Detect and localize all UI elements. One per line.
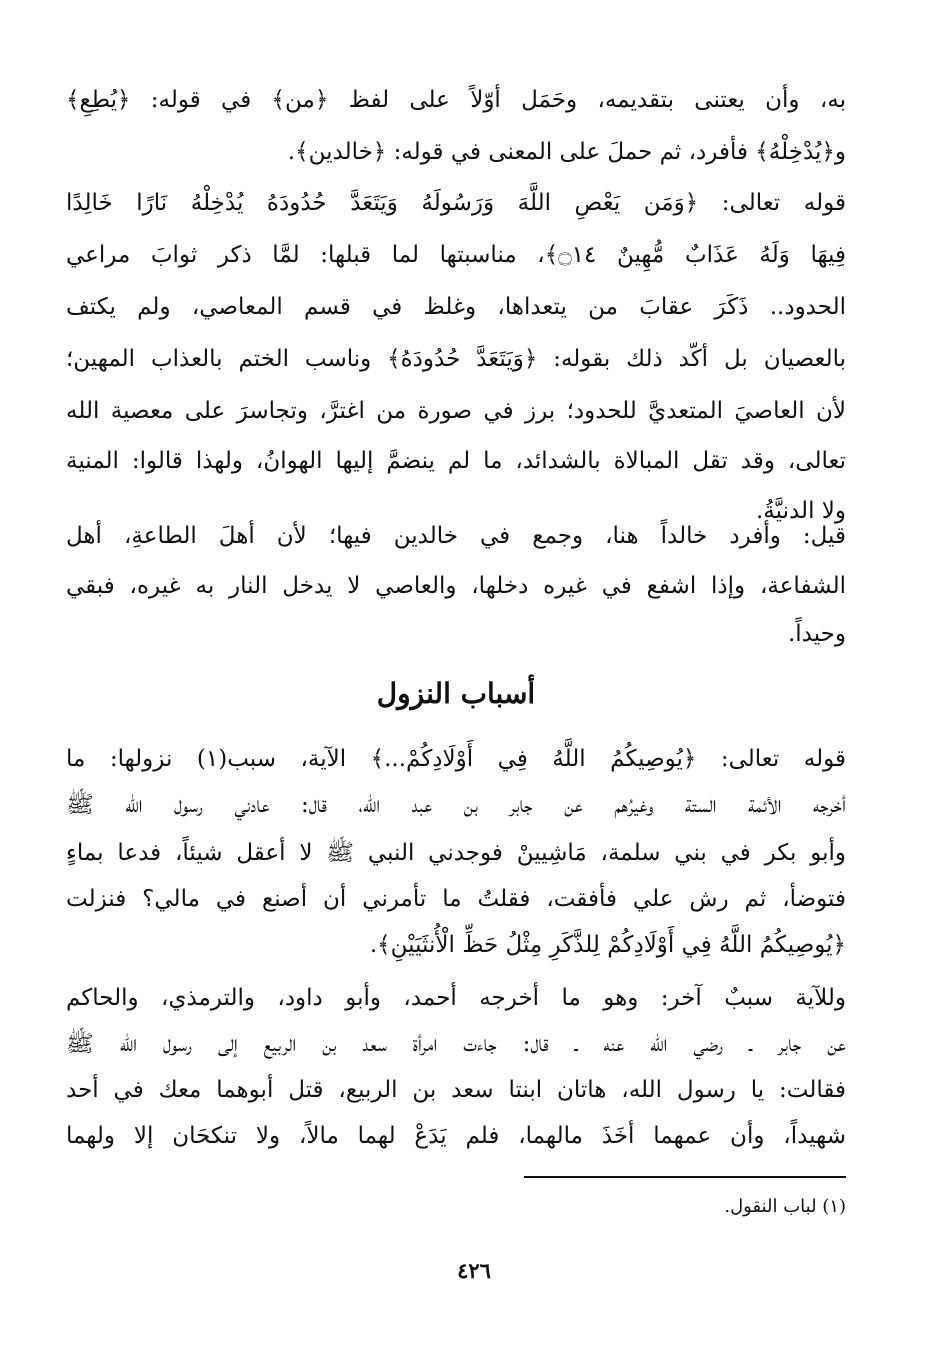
text-line: قوله تعالى: ﴿وَمَن يَعْصِ اللَّهَ وَرَسُولَهُ وَيَتَعَدَّ حُدُودَهُ يُدْخِلْهُ نَارًا خَالِدًا [66, 190, 846, 216]
text-line: بالعصيان بل أكّد ذلك بقوله: ﴿وَيَتَعَدَّ حُدُودَهُ﴾ وناسب الختم بالعذاب المهين؛ [66, 346, 846, 372]
text-line: وأبو بكر في بني سلمة، مَاشِيينْ فوجدني النبي ﷺ لا أعقل شيئاً، فدعا بماءٍ [66, 840, 846, 866]
paragraph-4 [66, 731, 846, 961]
text-line: وحيداً. [787, 621, 846, 647]
page-number: ٤٢٦ [457, 1258, 491, 1283]
text-line: عن جابر ـ رضي الله عنه ـ قال: جاءت امرأة سعد بن الربيع إلى رسول الله ﷺ [66, 1031, 846, 1057]
text-line: فقالت: يا رسول الله، هاتان ابنتا سعد بن الربيع، قتل أبوهما معك في أحد [66, 1077, 846, 1103]
text-line: فتوضأ، ثم رش علي فأفقت، فقلتُ ما تأمرني أن أصنع في مالي؟ فنزلت [66, 886, 846, 912]
text-line: لأن العاصيَ المتعديَّ للحدود؛ برز في صورة من اغترَّ، وتجاسرَ على معصية الله [66, 398, 846, 424]
text-line: وللآية سببٌ آخر: وهو ما أخرجه أحمد، وأبو داود، والترمذي، والحاكم [66, 985, 846, 1011]
text-line: تعالى، وقد تقل المبالاة بالشدائد، ما لم ينضمَّ إليها الهوانُ، ولهذا قالوا: المنية [66, 448, 846, 474]
paragraph-2 [66, 175, 846, 524]
text-line: ﴿يُوصِيكُمُ اللَّهُ فِي أَوْلَادِكُمْ لِلذَّكَرِ مِثْلُ حَظِّ الْأُنثَيَيْنِ﴾. [369, 932, 846, 958]
text-line: الحدود.. ذَكَرَ عقابَ من يتعداها، وغلظ في قسم المعاصي، ولم يكتف [66, 294, 846, 320]
footnote-divider [524, 1176, 846, 1178]
text-line: شهيداً، وأن عمهما أخَذَ مالهما، فلم يَدَعْ لهما مالاً، ولا تنكحَان إلا ولهما [66, 1123, 846, 1149]
text-line: أخرجه الأئمة الستة وغيرُهم عن جابر بن عبد الله، قال: عادني رسول الله ﷺ [66, 792, 846, 818]
text-line: و﴿يُدْخِلْهُ﴾ فأفرد، ثم حملَ على المعنى في قوله: ﴿خالدين﴾. [287, 139, 846, 165]
paragraph-5 [66, 970, 846, 1160]
text-line: قوله تعالى: ﴿يُوصِيكُمُ اللَّهُ فِي أَوْلَادِكُمْ...﴾ الآية، سبب(١) نزولها: ما [66, 746, 846, 772]
paragraph-1 [66, 72, 846, 184]
text-line: قيل: وأفرد خالداً هنا، وجمع في خالدين فيها؛ لأن أهلَ الطاعةِ، أهل [66, 523, 846, 549]
text-line: الشفاعة، وإذا اشفع في غيره دخلها، والعاصي لا يدخل النار به غيره، فبقي [66, 573, 846, 599]
section-heading: أسباب النزول [376, 677, 536, 710]
footnote: (١) لباب النقول. [724, 1196, 846, 1217]
paragraph-3 [66, 508, 846, 658]
text-line: فِيهَا وَلَهُ عَذَابٌ مُّهِينٌ ۝١٤﴾، مناسبتها لما قبلها: لمَّا ذكر ثوابَ مراعي [66, 242, 846, 268]
text-line: ولا الدنيَّةُ. [756, 498, 846, 524]
text-line: به، وأن يعتنى بتقديمه، وحَمَل أوّلاً على لفظ ﴿من﴾ في قوله: ﴿يُطِعِ﴾ [66, 87, 846, 113]
